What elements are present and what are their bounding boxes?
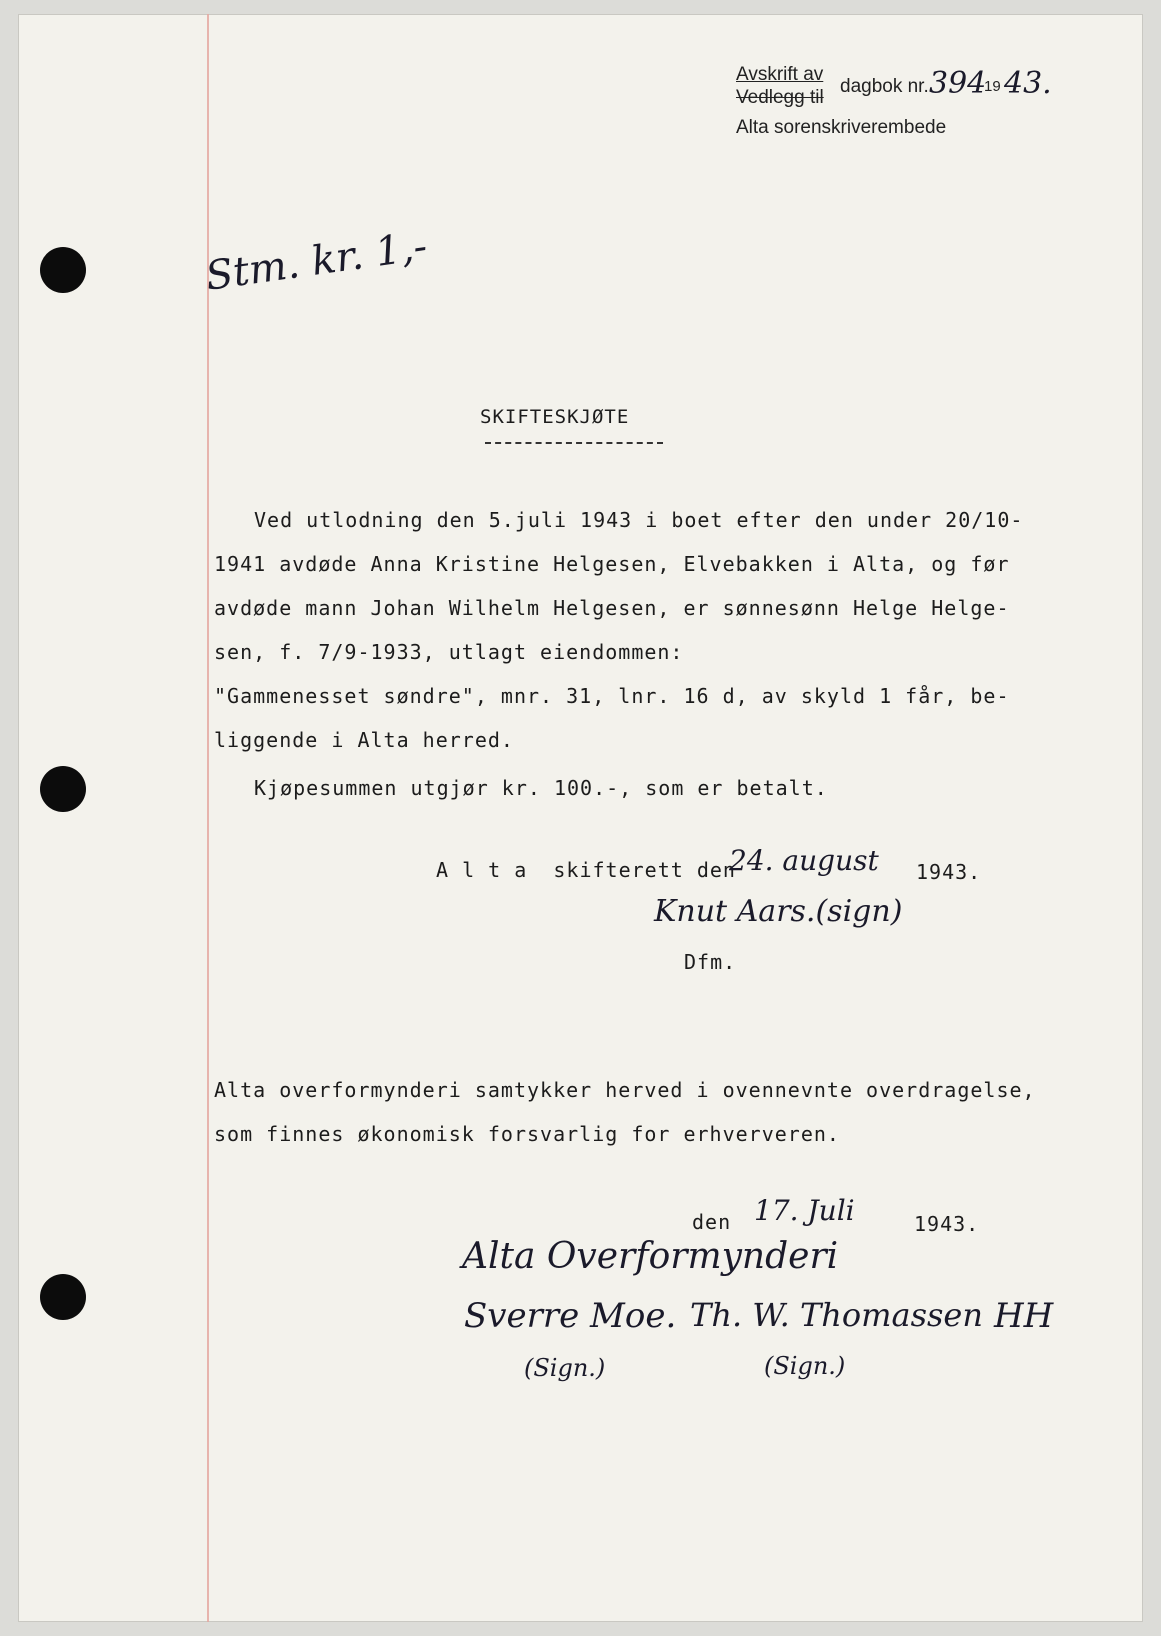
punch-hole bbox=[40, 1274, 86, 1320]
court-title: Dfm. bbox=[684, 950, 737, 974]
body-line-1: Ved utlodning den 5.juli 1943 i boet efter den under 20/10- bbox=[254, 508, 1024, 532]
court-place: A l t a skifterett den bbox=[436, 858, 736, 882]
header-avskrift: Avskrift av bbox=[736, 64, 824, 85]
court-date: 24. august bbox=[729, 844, 879, 877]
consent-date: 17. Juli bbox=[754, 1194, 855, 1227]
header-office: Alta sorenskriverembede bbox=[736, 117, 947, 138]
consent-initials: HH bbox=[994, 1296, 1054, 1336]
consent-line-2: som finnes økonomisk forsvarlig for erhververen. bbox=[214, 1122, 840, 1146]
consent-line-1: Alta overformynderi samtykker herved i ovennevnte overdragelse, bbox=[214, 1078, 1036, 1102]
header-year-prefix: 19 bbox=[984, 78, 1001, 95]
header-dagbok-label: dagbok nr. bbox=[840, 76, 929, 97]
header-vedlegg: Vedlegg til bbox=[736, 87, 824, 108]
document-page bbox=[18, 14, 1143, 1622]
body-line-2: 1941 avdøde Anna Kristine Helgesen, Elvebakken i Alta, og før bbox=[214, 552, 1010, 576]
consent-signer-2: Th. W. Thomassen bbox=[690, 1296, 983, 1334]
header-dagbok-number: 394 bbox=[929, 66, 987, 101]
punch-hole bbox=[40, 247, 86, 293]
consent-sign-note-1: (Sign.) bbox=[524, 1354, 606, 1382]
consent-authority: Alta Overformynderi bbox=[462, 1236, 839, 1277]
body-line-4: sen, f. 7/9-1933, utlagt eiendommen: bbox=[214, 640, 684, 664]
header-year-suffix: 43. bbox=[1004, 66, 1052, 101]
body-line-5: "Gammenesset søndre", mnr. 31, lnr. 16 d, av skyld 1 får, be- bbox=[214, 684, 1010, 708]
punch-hole bbox=[40, 766, 86, 812]
title-rule bbox=[485, 442, 663, 444]
consent-date-prefix: den bbox=[692, 1210, 732, 1234]
body-paragraph-2: Kjøpesummen utgjør kr. 100.-, som er betalt. bbox=[254, 776, 828, 800]
margin-note: Stm. kr. 1,- bbox=[202, 223, 430, 300]
consent-signer-1: Sverre Moe. bbox=[464, 1296, 677, 1336]
consent-sign-note-2: (Sign.) bbox=[764, 1352, 846, 1380]
court-signature: Knut Aars.(sign) bbox=[654, 894, 903, 929]
document-title: SKIFTESKJØTE bbox=[480, 406, 630, 428]
consent-year: 1943. bbox=[914, 1212, 980, 1236]
body-line-3: avdøde mann Johan Wilhelm Helgesen, er sønnesønn Helge Helge- bbox=[214, 596, 1010, 620]
court-year: 1943. bbox=[916, 860, 982, 884]
body-line-6: liggende i Alta herred. bbox=[214, 728, 514, 752]
